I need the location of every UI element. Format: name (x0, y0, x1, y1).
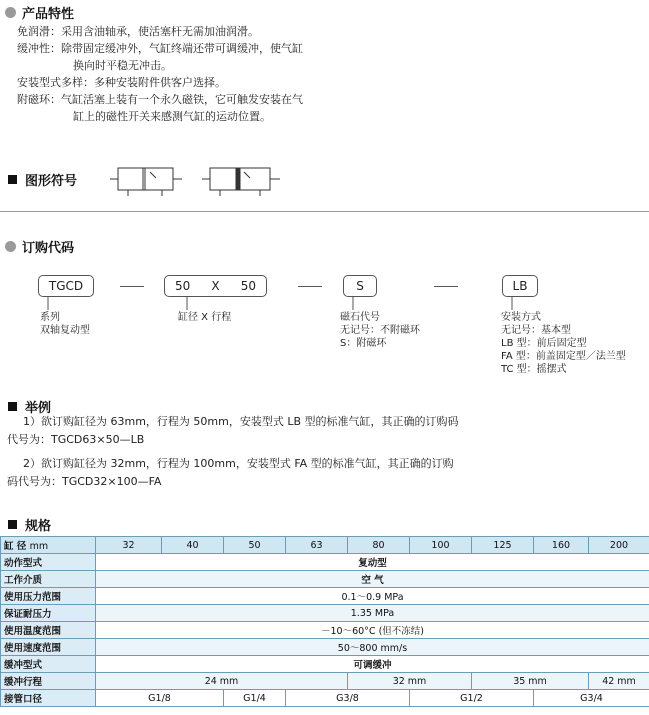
spec-bore-value: 63 (286, 537, 348, 554)
symbol-title: 图形符号 (25, 174, 78, 189)
note-line: FA 型：前盖固定型／法兰型 (501, 351, 626, 362)
spec-port-value: G3/4 (534, 690, 649, 707)
feature-item: 安装型式多样：多种安装附件供客户选择。 (17, 76, 226, 89)
feature-key: 安装型式多样 (17, 76, 83, 89)
spec-row-port (1, 690, 649, 707)
spec-value: 空 气 (96, 571, 649, 588)
order-model-code: TGCD (48, 279, 84, 293)
spec-bore-value: 50 (224, 537, 286, 554)
features-section (5, 3, 645, 125)
feature-item: 免润滑：采用含油轴承，使活塞杆无需加油润滑。 (17, 25, 259, 38)
order-note-mount (501, 311, 626, 376)
feature-item-cont: 换向时平稳无冲击。 (73, 59, 172, 72)
order-note-magnet (340, 311, 420, 350)
order-box-bore-stroke (164, 275, 267, 297)
bullet-square-icon (8, 175, 17, 184)
feature-item-cont: 缸上的磁性开关来感测气缸的运动位置。 (73, 110, 271, 123)
bullet-square-icon (8, 520, 17, 529)
bullet-dot-icon (5, 241, 16, 252)
spec-row (1, 656, 649, 673)
spec-value: 0.1～0.9 MPa (96, 588, 649, 605)
spec-cushion-value: 24 mm (96, 673, 348, 690)
cylinder-symbol-icon (110, 160, 290, 200)
spec-label: 工作介质 (1, 571, 96, 588)
spec-cushion-value: 32 mm (348, 673, 472, 690)
order-note-model (40, 311, 90, 337)
spec-label: 缓冲型式 (1, 656, 96, 673)
spec-row (1, 622, 649, 639)
spec-label: 使用速度范围 (1, 639, 96, 656)
note-line: S：附磁环 (340, 338, 387, 349)
example-body (7, 413, 647, 491)
spec-cushion-value: 35 mm (472, 673, 589, 690)
spec-value: －10～60°C (但不冻结) (96, 622, 649, 639)
spec-label: 缓冲行程 (1, 673, 96, 690)
example-line: 2）欲订购缸径为 32mm，行程为 100mm，安装型式 FA 型的标准气缸，其正确的订购 (23, 457, 454, 470)
spec-row (1, 554, 649, 571)
feature-text: 除带固定缓冲外，气缸终端还带可调缓冲，使气缸 (61, 42, 303, 55)
spec-bore-value: 100 (410, 537, 472, 554)
spec-cushion-value: 42 mm (589, 673, 649, 690)
features-list (5, 23, 645, 125)
order-dash (298, 286, 322, 287)
order-note-bore (178, 311, 231, 324)
spec-port-value: G3/8 (286, 690, 410, 707)
spec-value: 复动型 (96, 554, 649, 571)
example-line: 码代号为：TGCD32×100—FA (7, 475, 162, 488)
spec-bore-value: 32 (96, 537, 162, 554)
note-line: TC 型：摇摆式 (501, 364, 567, 375)
feature-item: 附磁环：气缸活塞上装有一个永久磁铁，它可触发安装在气 (17, 93, 303, 106)
example-title: 举例 (25, 401, 52, 416)
example-line: 代号为：TGCD63×50—LB (7, 433, 145, 446)
order-dash (434, 286, 458, 287)
spec-port-value: G1/4 (224, 690, 286, 707)
feature-key: 附磁环 (17, 93, 50, 106)
spec-label: 缸 径 mm (1, 537, 96, 554)
spec-row (1, 605, 649, 622)
note-line: 安装方式 (501, 312, 541, 323)
spec-label: 保证耐压力 (1, 605, 96, 622)
order-bore-code: 50 (175, 279, 191, 293)
spec-label: 使用压力范围 (1, 588, 96, 605)
note-line: 无记号：基本型 (501, 325, 571, 336)
spec-bore-value: 80 (348, 537, 410, 554)
spec-row (1, 639, 649, 656)
spec-row (1, 588, 649, 605)
spec-table (0, 536, 649, 707)
bullet-dot-icon (5, 7, 16, 18)
order-box-magnet (343, 275, 377, 297)
spec-port-value: G1/2 (410, 690, 534, 707)
spec-bore-value: 200 (589, 537, 649, 554)
feature-text: 气缸活塞上装有一个永久磁铁，它可触发安装在气 (61, 93, 303, 106)
spec-port-value: G1/8 (96, 690, 224, 707)
feature-key: 缓冲性 (17, 42, 50, 55)
spec-value: 可调缓冲 (96, 656, 649, 673)
order-mount-code: LB (512, 279, 528, 293)
note-line: 系列 (40, 312, 60, 323)
spec-row (1, 571, 649, 588)
order-stroke-code: 50 (240, 279, 256, 293)
order-x-sign: X (211, 279, 220, 293)
order-title: 订购代码 (22, 241, 75, 256)
spec-label: 动作型式 (1, 554, 96, 571)
bullet-square-icon (8, 402, 17, 411)
spec-bore-value: 40 (162, 537, 224, 554)
order-dash (120, 286, 144, 287)
spec-bore-value: 160 (534, 537, 589, 554)
note-line: 无记号：不附磁环 (340, 325, 420, 336)
spec-row-cushion (1, 673, 649, 690)
note-line: 缸径 X 行程 (178, 312, 232, 323)
spec-value: 1.35 MPa (96, 605, 649, 622)
spec-value: 50～800 mm/s (96, 639, 649, 656)
example-line: 1）欲订购缸径为 63mm，行程为 50mm，安装型式 LB 型的标准气缸，其正确的订购码 (23, 415, 459, 428)
divider (0, 211, 649, 212)
order-box-mount (502, 275, 538, 297)
feature-item: 缓冲性：除带固定缓冲外，气缸终端还带可调缓冲，使气缸 (17, 42, 303, 55)
feature-text: 采用含油轴承，使活塞杆无需加油润滑。 (61, 25, 259, 38)
features-title: 产品特性 (22, 7, 75, 22)
note-line: 双轴复动型 (40, 325, 90, 336)
spec-label: 接管口径 (1, 690, 96, 707)
spec-title: 规格 (25, 519, 52, 534)
spec-section-header (8, 515, 51, 534)
order-magnet-code: S (356, 279, 364, 293)
order-section-header (5, 237, 74, 256)
spec-bore-value: 125 (472, 537, 534, 554)
symbol-section (8, 170, 77, 189)
spec-row-bore (1, 537, 649, 554)
note-line: LB 型：前后固定型 (501, 338, 587, 349)
note-line: 磁石代号 (340, 312, 380, 323)
spec-label: 使用温度范围 (1, 622, 96, 639)
order-box-model (38, 275, 94, 297)
feature-key: 免润滑 (17, 25, 50, 38)
feature-text: 多种安装附件供客户选择。 (94, 76, 226, 89)
